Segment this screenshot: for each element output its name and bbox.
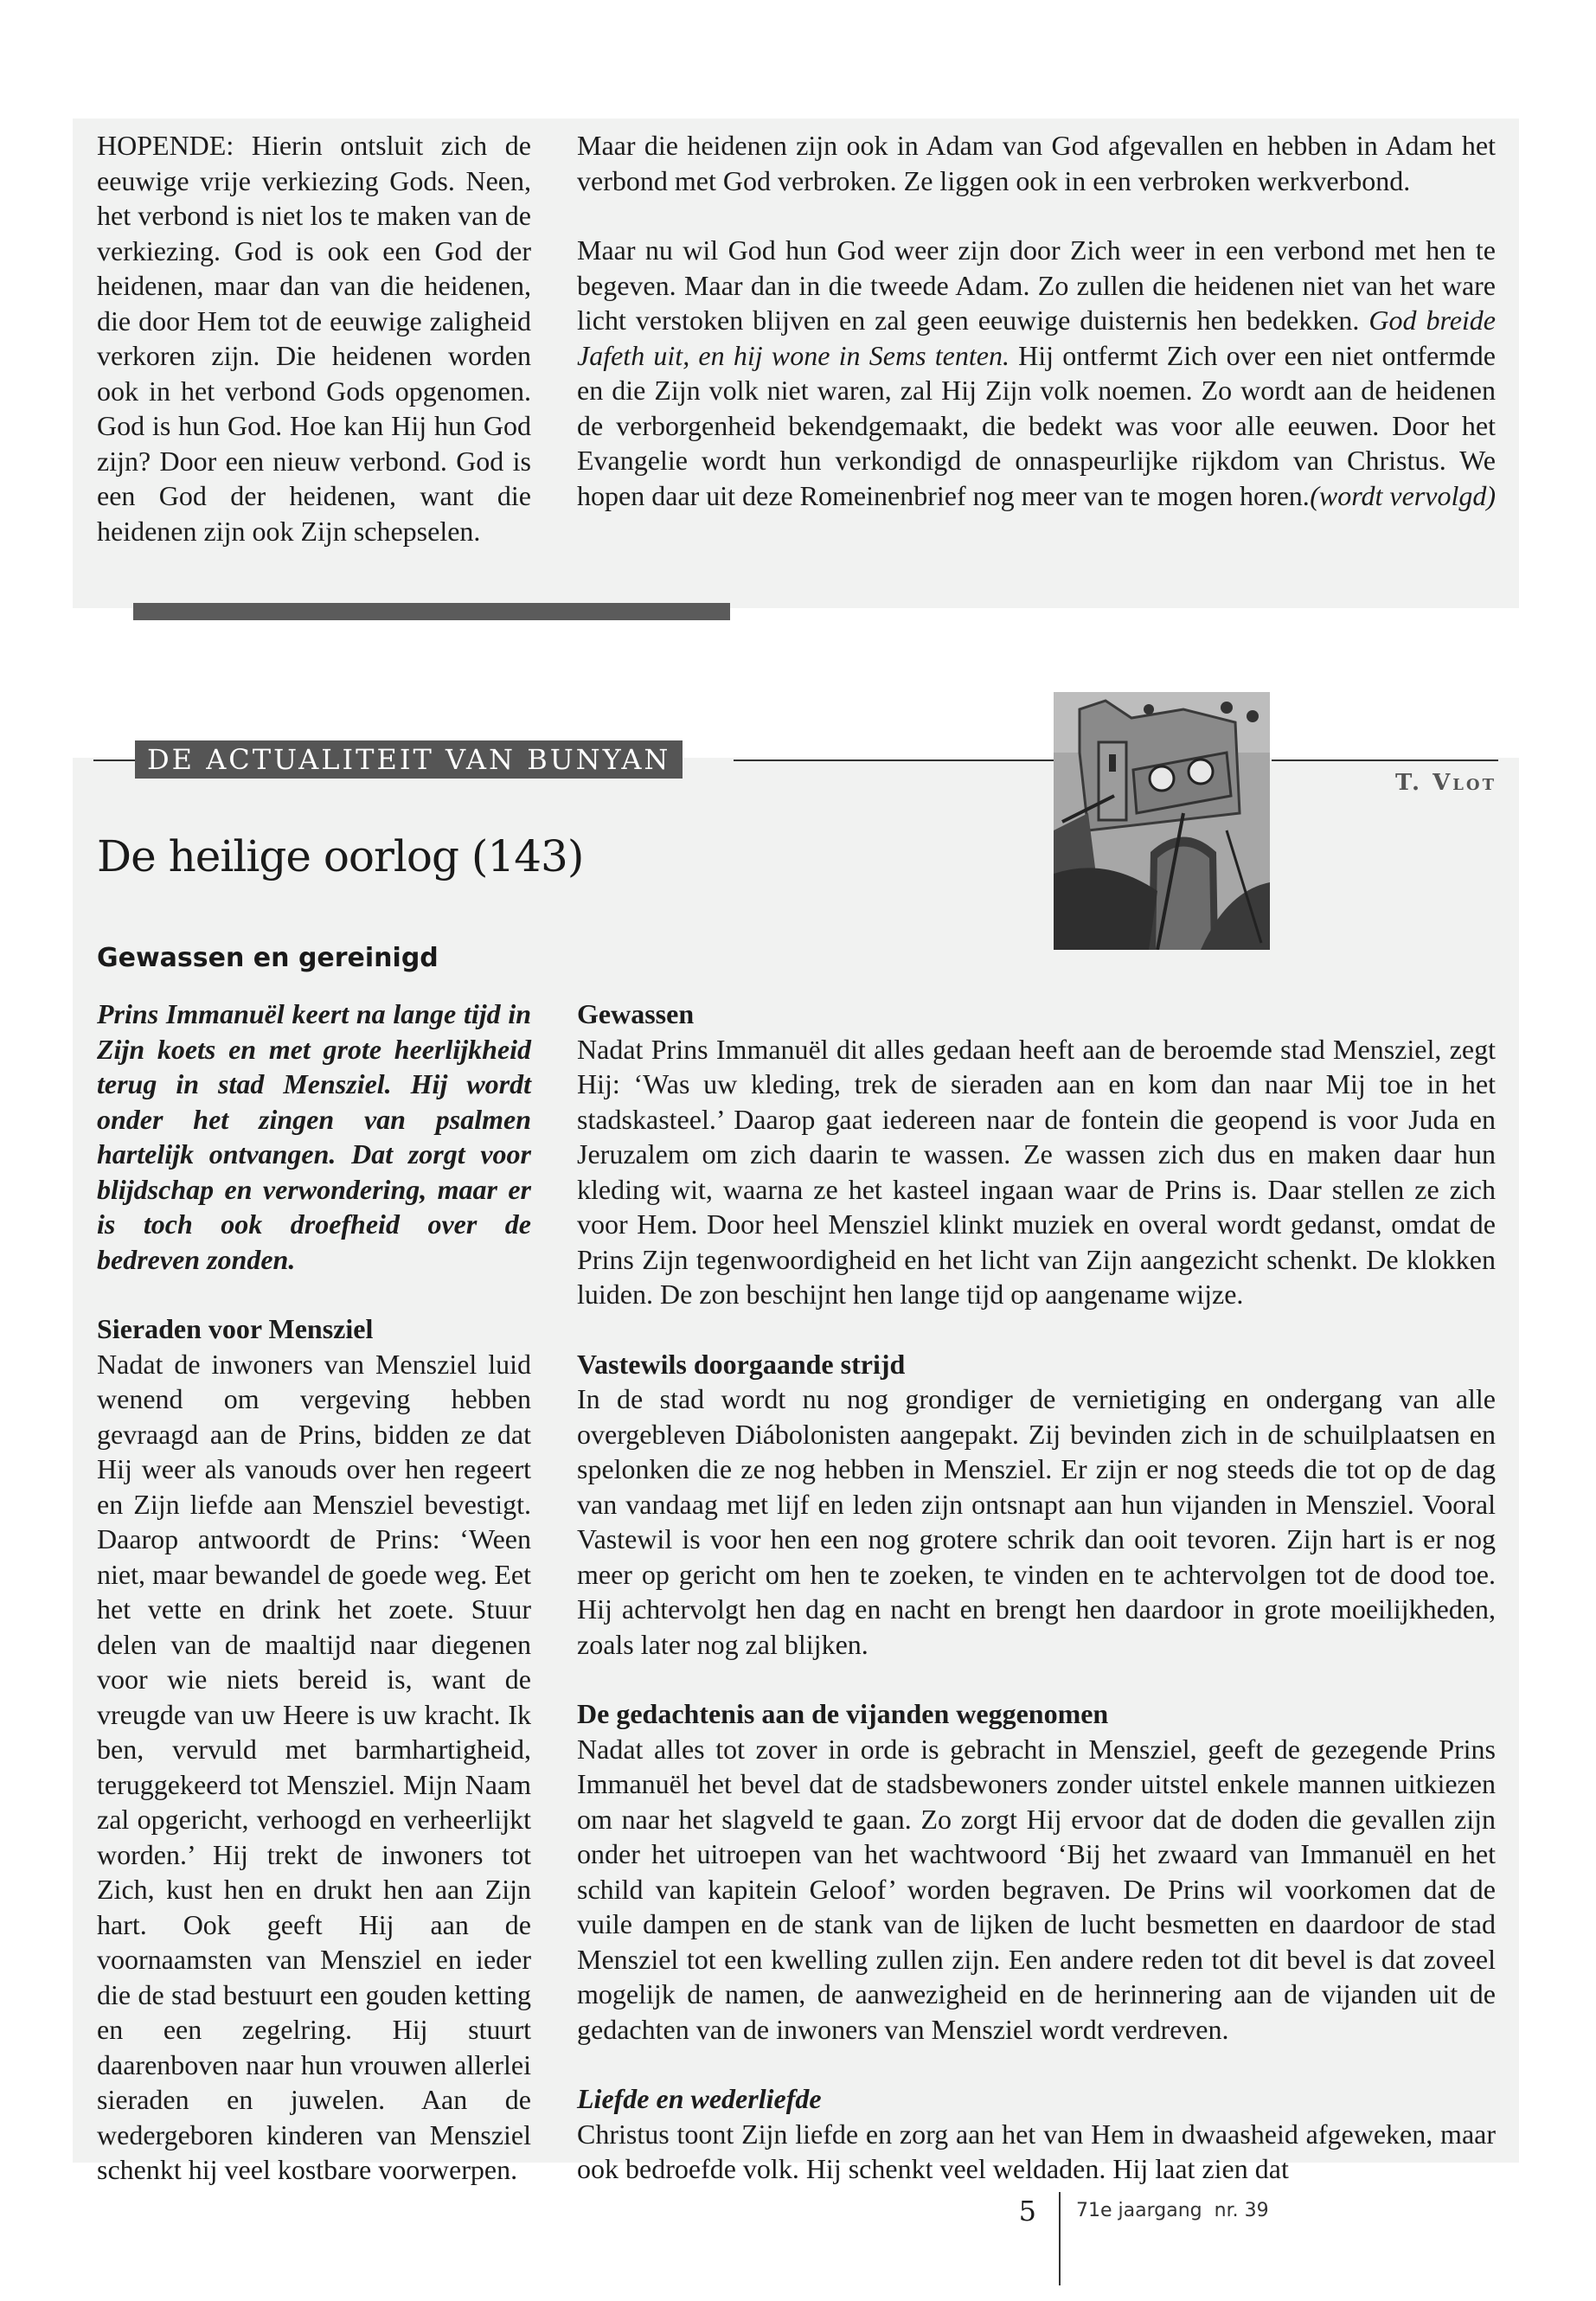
section-rule-far-right xyxy=(1272,760,1498,761)
page-number: 5 xyxy=(1018,2195,1036,2227)
section-rule-right xyxy=(734,760,1054,761)
article-title: De heilige oorlog (143) xyxy=(97,831,584,881)
top-left-column xyxy=(97,128,531,548)
last-section-body: Christus toont Zijn liefde en zorg aan het van Hem in dwaasheid afgeweken, maar ook bedroefde volk. Hij schenkt veel weldaden. Hij laat zien dat xyxy=(577,2118,1496,2184)
scripture-quote: God breide Jafeth uit, en hij wone in Sems tenten. xyxy=(577,304,1497,371)
section-rule-left xyxy=(93,760,140,761)
castle-illustration xyxy=(1054,692,1270,950)
top-right-paragraph-2: Maar nu wil God hun God weer zijn door Zich weer in een verbond met hen te begeven. Maar dan in die tweede Adam. Zo zullen die heidenen niet van het ware licht verstoken blijven en zal geen eeuwige duisternis hen bedekken. God breide Jafeth uit, en hij wone in Sems tenten. Hij ontfermt Zich over een niet ontfermde en die Zijn volk niet waren, zal Hij Zijn volk noemen. Zo wordt aan de heidenen de verborgenheid bekendgemaakt, die bedekt was voor alle eeuwen. Door het Evangelie wordt hun verkondigd de onnaspeurlijke rijkdom van Christus. We hopen daar uit deze Romeinenbrief nog meer van te mogen horen. (wordt vervolgd) xyxy=(577,233,1496,513)
article-left-column xyxy=(97,997,531,2188)
top-left-text: HOPENDE: Hierin ontsluit zich de eeuwige vrije verkiezing Gods. Neen, het verbond is niet los te maken van de verkiezing. God is ook een God der heidenen, maar dan van die heidenen, die door Hem tot de eeuwige zaligheid verkoren zijn. Die heidenen worden ook in het verbond Gods opgenomen. God is hun God. Hoe kan Hij hun God zijn? Door een nieuw verbond. God is een God der heidenen, want die heidenen zijn ook Zijn schepselen. xyxy=(97,130,531,547)
right-section-heading: Vastewils doorgaande strijd xyxy=(577,1348,906,1380)
right-section-heading: De gedachtenis aan de vijanden weggenomen xyxy=(577,1698,1109,1729)
to-be-continued: (wordt vervolgd) xyxy=(1310,479,1496,511)
top-right-column xyxy=(577,128,1496,513)
volume: 71e jaargang xyxy=(1076,2200,1202,2221)
left-section-body: Nadat de inwoners van Mensziel luid wenend om vergeving hebben gevraagd aan de Prins, bidden ze dat Hij weer als vanouds over hen regeert en Zijn liefde aan Mensziel bevestigt. Daarop antwoordt de Prins: ‘Ween niet, maar bewandel de goede weg. Eet het vette en drink het zoete. Stuur delen van de maaltijd naar diegenen voor wie niets bereid is, want de vreugde van uw Heere is uw kracht. Ik ben, vervuld met barmhartigheid, teruggekeerd tot Mensziel. Mijn Naam zal opgericht, verhoogd en verheerlijkt worden.’ Hij trekt de inwoners tot Zich, kust hen en drukt hen aan Zijn hart. Ook geeft Hij aan de voornaamsten van Mensziel en ieder die de stad bestuurt een gouden ketting en een zegelring. Hij stuurt daarenboven naar hun vrouwen allerlei sieraden en juwelen. Aan de wedergeboren kinderen van Mensziel schenkt hij veel kostbare voorwerpen. xyxy=(97,1348,531,2185)
right-section-body: Nadat Prins Immanuël dit alles gedaan heeft aan de beroemde stad Mensziel, zegt Hij: ‘Was uw kleding, trek de sieraden aan en kom dan naar Mij toe in het stadskasteel.’ Daarop gaat iedereen naar de fontein die geopend is voor Juda en Jeruzalem om zich daarin te wassen. Ze wassen zich dus en maken daar hun kleding wit, waarna ze het kasteel ingaan waar de Prins is. Daar stellen ze zich voor Hem. Door heel Mensziel klinkt muziek en overal wordt gedanst, omdat de Prins Zijn tegenwoordigheid en het licht van Zijn aangezicht schenkt. De klokken luiden. De zon beschijnt hen lange tijd op aangename wijze. xyxy=(577,1033,1496,1310)
left-section-heading: Sieraden voor Mensziel xyxy=(97,1313,374,1344)
right-section-body: Nadat alles tot zover in orde is gebracht in Mensziel, geeft de gezegende Prins Immanuël het bevel dat de stadsbewoners zonder uitstel enkele mannen uitkiezen om naar het slagveld te gaan. Zo zorgt Hij ervoor dat de doden die gevallen zijn onder het uitroepen van het wachtwoord ‘Bij het zwaard van Immanuël en het schild van kapitein Geloof’ worden begraven. De Prins wil voorkomen dat de vuile dampen en de stank van de lijken de lucht besmetten en daardoor de stad Mensziel tot een kwelling zullen zijn. Een andere reden tot dit bevel is dat zoveel mogelijk de namen, de aanwezigheid en de herinnering aan de vijanden uit de gedachten van de inwoners van Mensziel wordt verdreven. xyxy=(577,1733,1496,2045)
right-section-body: In de stad wordt nu nog grondiger de vernietiging en ondergang van alle overgebleven Diábolonisten aangepakt. Zij bevinden zich in de schuilplaatsen en spelonken die ze nog hebben in Mensziel. Er zijn er nog steeds die tot op de dag van vandaag met lijf en leden zijn ontsnapt aan hun vijanden in Mensziel. Vooral Vastewil is voor hen een nog grotere schrik dan ooit tevoren. Zijn hart is er nog meer op gericht om hen te zoeken, te vinden en te achtervolgen tot de dood toe. Hij achtervolgt hen dag en nacht en brengt hen daardoor in grote moeilijkheden, zoals later nog zal blijken. xyxy=(577,1383,1496,1660)
footer-divider xyxy=(1059,2192,1061,2285)
dark-divider-bar xyxy=(133,603,730,620)
author: T. Vlot xyxy=(1394,770,1497,796)
footer-volume-info xyxy=(1076,2198,1269,2224)
article-subtitle: Gewassen en gereinigd xyxy=(97,943,439,973)
lead-paragraph: Prins Immanuël keert na lange tijd in Zijn koets en met grote heerlijkheid terug in stad Mensziel. Hij wordt onder het zingen van psalmen hartelijk ontvangen. Dat zorgt voor blijdschap en verwondering, maar er is toch ook droefheid over de bedreven zonden. xyxy=(97,998,531,1275)
issue: nr. 39 xyxy=(1214,2200,1269,2221)
right-section-heading: Gewassen xyxy=(577,998,695,1029)
top-right-paragraph-1: Maar die heidenen zijn ook in Adam van God afgevallen en hebben in Adam het verbond met God verbroken. Ze liggen ook in een verbroken werkverbond. xyxy=(577,130,1496,196)
siege-engraving-image xyxy=(1054,692,1270,950)
section-label: DE ACTUALITEIT VAN BUNYAN xyxy=(135,740,683,779)
last-section-heading: Liefde en wederliefde xyxy=(577,2083,822,2114)
article-right-column xyxy=(577,997,1496,2187)
